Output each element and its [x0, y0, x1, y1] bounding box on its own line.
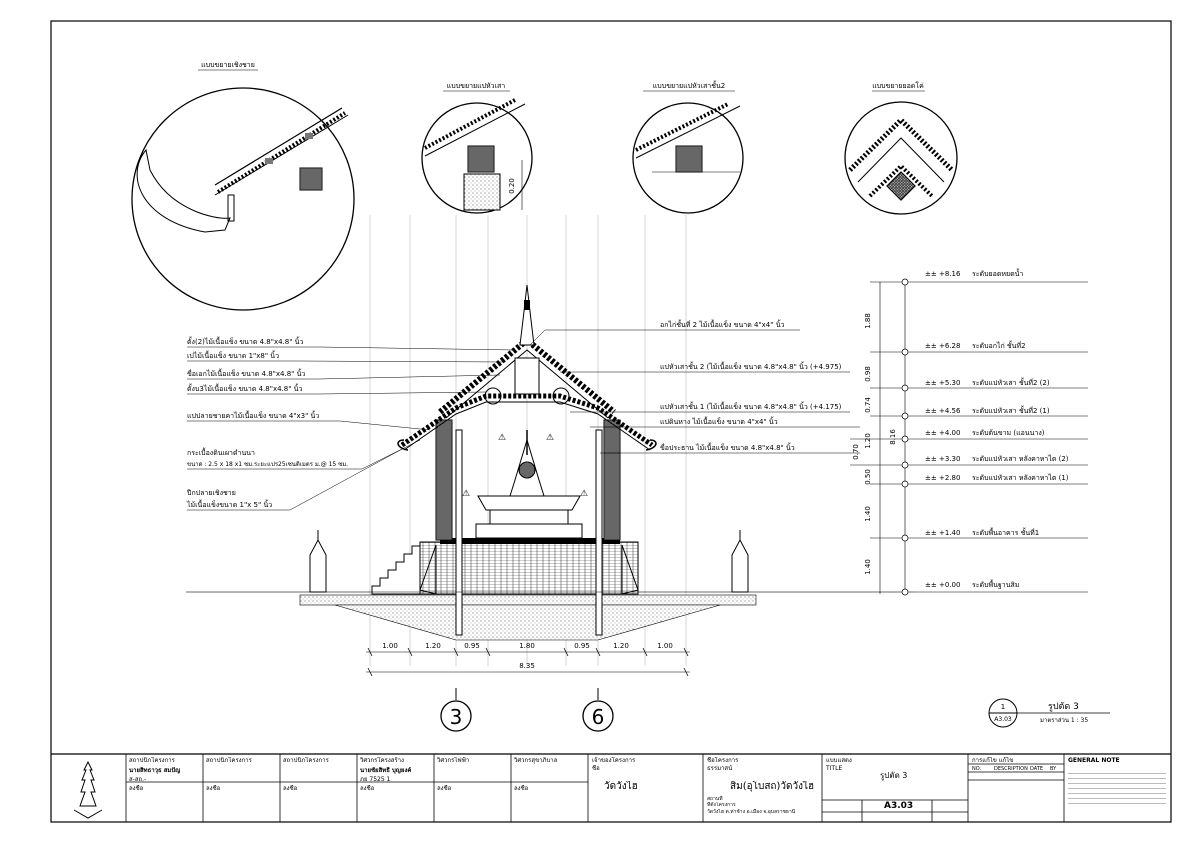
horiz-dim-5: 0.95 — [574, 642, 590, 650]
horiz-dim-total: 8.35 — [519, 662, 535, 670]
section-sheet: A3.03 — [994, 716, 1012, 723]
section-callout — [989, 699, 1110, 727]
tb-sheet-title: รูปตัด 3 — [880, 771, 908, 780]
tb-rev-head: การแก้ไข แก้ไข — [972, 757, 1014, 764]
tb-col2-sign: ลงชื่อ — [206, 785, 221, 792]
right-label-1: อกไก่ชั้นที่ 2 ไม้เนื้อแข็ง ขนาด 4"x4" นิ้ว — [660, 321, 785, 329]
left-label-9: ไม้เนื้อแข็งขนาด 1"x 5" นิ้ว — [187, 501, 273, 509]
logo-icon — [80, 762, 96, 806]
left-label-6: กระเบื้องดินเผาดำนนา — [187, 449, 255, 457]
tb-notes-head: GENERAL NOTE — [1068, 757, 1120, 764]
tb-col2-head: สถาปนิกโครงการ — [206, 757, 252, 764]
detail-title-3: แบบขยายแปหัวเสาชั้น2 — [652, 82, 726, 90]
svg-text:⚠: ⚠ — [498, 433, 507, 443]
left-label-8: ปีกปลายเชิงชาย — [187, 489, 236, 497]
grid-bubbles — [441, 688, 613, 731]
level-code-6: ±± +3.30 — [925, 455, 961, 463]
level-code-5: ±± +4.00 — [925, 429, 961, 437]
vert-dim-small: 0.70 — [852, 444, 860, 460]
section-scale: มาตราส่วน 1 : 35 — [1040, 717, 1089, 724]
detail-title-4: แบบขยายยอดโค่ — [872, 82, 924, 90]
tb-sheet-code: A3.03 — [884, 801, 914, 811]
tb-owner: วัดวังไฮ — [604, 781, 638, 792]
tb-col5-sign: ลงชื่อ — [437, 785, 452, 792]
tb-rev-date: DATE — [1030, 766, 1044, 772]
level-desc-8: ระดับพื้นอาคาร ชั้นที่1 — [972, 529, 1040, 537]
horizontal-dimension-chain — [366, 642, 690, 676]
tb-project-head: ชื่อโครงการ — [707, 757, 739, 764]
section-number: 1 — [1000, 703, 1006, 711]
vert-dim-6: 1.40 — [864, 506, 872, 522]
level-desc-6: ระดับแปหัวเสา หลังคาหาไต (2) — [972, 455, 1069, 463]
detail-beam-top — [422, 82, 532, 213]
level-desc-1: ระดับยอดหยดน้ำ — [972, 270, 1024, 278]
tb-col6-sign: ลงชื่อ — [514, 785, 529, 792]
tb-rev-desc: DESCRIPTION — [994, 766, 1028, 772]
tb-sheet-head: แบบแสดง — [826, 757, 852, 764]
horiz-dim-1: 1.00 — [382, 642, 398, 650]
vert-dim-3: 0.74 — [864, 397, 872, 413]
detail-beam-top-2 — [633, 79, 743, 213]
vert-dim-5: 0.50 — [864, 469, 872, 485]
tb-rev-no: NO. — [972, 766, 982, 772]
tb-col4-name: นายชัยสิทธิ์ บุญยงค์ — [360, 767, 412, 774]
vert-dim-total: 8.16 — [889, 429, 897, 445]
tb-notes-text — [1068, 770, 1166, 804]
horiz-dim-7: 1.00 — [657, 642, 673, 650]
level-code-7: ±± +2.80 — [925, 474, 961, 482]
left-label-7: ขนาด : 2.5 x 18 x1 ซม.ระยะแปร25เซนติเมตร ม.@ 15 ซม. — [187, 461, 349, 468]
left-label-3: ขื่อเอกไม้เนื้อแข็ง ขนาด 4.8"x4.8" นิ้ว — [187, 370, 306, 378]
level-code-8: ±± +1.40 — [925, 529, 961, 537]
left-label-1: ตั้ง(2)ไม้เนื้อแข็ง ขนาด 4.8"x4.8" นิ้ว — [187, 338, 304, 346]
left-annotations — [186, 335, 515, 510]
level-desc-5: ระดับต้นขาม (แอนนาง) — [972, 429, 1045, 437]
level-code-2: ±± +6.28 — [925, 342, 961, 350]
svg-text:⚠: ⚠ — [546, 433, 555, 443]
right-label-5: ขื่อประธาน ไม้เนื้อแข็ง ขนาด 4.8"x4.8" นิ้ว — [660, 444, 795, 452]
svg-text:⚠: ⚠ — [462, 489, 471, 499]
tb-location-1: สถานที่ — [707, 796, 723, 802]
level-desc-3: ระดับแปหัวเสา ชั้นที่2 (2) — [972, 379, 1050, 387]
vert-dim-2: 0.98 — [864, 366, 872, 382]
tb-col5-head: วิศวกรไฟฟ้า — [437, 757, 470, 764]
left-label-5: แปปลายชายคาไม้เนื้อแข็ง ขนาด 4"x3" นิ้ว — [187, 412, 320, 420]
detail-title-1: แบบขยายเชิงชาย — [201, 61, 255, 69]
svg-text:⚠: ⚠ — [580, 489, 589, 499]
level-desc-9: ระดับพื้นฐานสิม — [972, 581, 1020, 589]
tb-col4-sign: ลงชื่อ — [360, 785, 375, 792]
tb-col1-head: สถาปนิกโครงการ — [129, 757, 175, 764]
tb-col4-sub: ภย 7525 1 — [360, 776, 391, 783]
tb-owner-head: เจ้าของโครงการ — [592, 757, 636, 764]
level-desc-7: ระดับแปหัวเสา หลังคาหาไต (1) — [972, 474, 1069, 482]
horiz-dim-6: 1.20 — [613, 642, 629, 650]
tb-col1-sub: ส-สถ.- — [129, 776, 147, 783]
section-drawing — [300, 285, 756, 640]
right-label-2: แปหัวเสาชั้น 2 (ไม้เนื้อแข็ง ขนาด 4.8"x4.8" นิ้ว (+4.975) — [660, 363, 842, 371]
left-label-2: เปไม้เนื้อแข็ง ขนาด 1"x8" นิ้ว — [187, 352, 279, 360]
detail-dim: 0.20 — [508, 178, 516, 194]
level-code-4: ±± +4.56 — [925, 407, 961, 415]
tb-col4-head: วิศวกรโครงสร้าง — [360, 757, 404, 764]
tb-sheet-sub: TITLE — [826, 765, 843, 772]
grid-bubble-3: 3 — [449, 705, 463, 729]
vert-dim-7: 1.40 — [864, 559, 872, 575]
tb-col1-name: นายสิทธาวุธ สมปัญ — [129, 767, 181, 774]
section-title: รูปตัด 3 — [1048, 702, 1079, 712]
tb-location-3: วัดวังไฮ ต.ท่าช้าง อ.เมือง จ.อุบลราชธานี — [707, 809, 796, 815]
detail-ridge — [845, 81, 957, 214]
right-label-4: แปดินหาง ไม้เนื้อแข็ง ขนาด 4"x4" นิ้ว — [660, 418, 778, 426]
vert-dim-4: 1.20 — [864, 433, 872, 449]
level-desc-4: ระดับแปหัวเสา ชั้นที่2 (1) — [972, 407, 1050, 415]
grid-bubble-6: 6 — [591, 705, 605, 729]
level-code-9: ±± +0.00 — [925, 581, 961, 589]
tb-rev-by: BY — [1050, 766, 1057, 772]
left-label-4: ตั้งบ3ไม้เนื้อแข็ง ขนาด 4.8"x4.8" นิ้ว — [187, 385, 303, 393]
right-label-3: แปหัวเสาชั้น 1 (ไม้เนื้อแข็ง ขนาด 4.8"x4.8" นิ้ว (+4.175) — [660, 403, 842, 411]
tb-location-2: ที่ตั้งโครงการ — [707, 802, 736, 808]
level-desc-2: ระดับอกไก่ ชั้นที่2 — [972, 342, 1026, 350]
tb-project-sub: ธรรมาสน์ — [707, 765, 733, 772]
tb-col3-sign: ลงชื่อ — [283, 785, 298, 792]
tb-col1-sign: ลงชื่อ — [129, 785, 144, 792]
horiz-dim-2: 1.20 — [425, 642, 441, 650]
tb-project: สิม(อุโบสถ)วัดวังไฮ — [730, 781, 815, 792]
horiz-dim-3: 0.95 — [464, 642, 480, 650]
level-code-3: ±± +5.30 — [925, 379, 961, 387]
tb-col3-head: สถาปนิกโครงการ — [283, 757, 329, 764]
detail-title-2: แบบขยายแปหัวเสา — [446, 82, 506, 90]
level-code-1: ±± +8.16 — [925, 270, 961, 278]
vert-dim-1: 1.88 — [864, 313, 872, 329]
horiz-dim-4: 1.80 — [519, 642, 535, 650]
tb-owner-sub: ชื่อ — [592, 765, 600, 772]
detail-eave — [132, 61, 354, 310]
tb-col6-head: วิศวกรสุขาภิบาล — [514, 757, 558, 764]
